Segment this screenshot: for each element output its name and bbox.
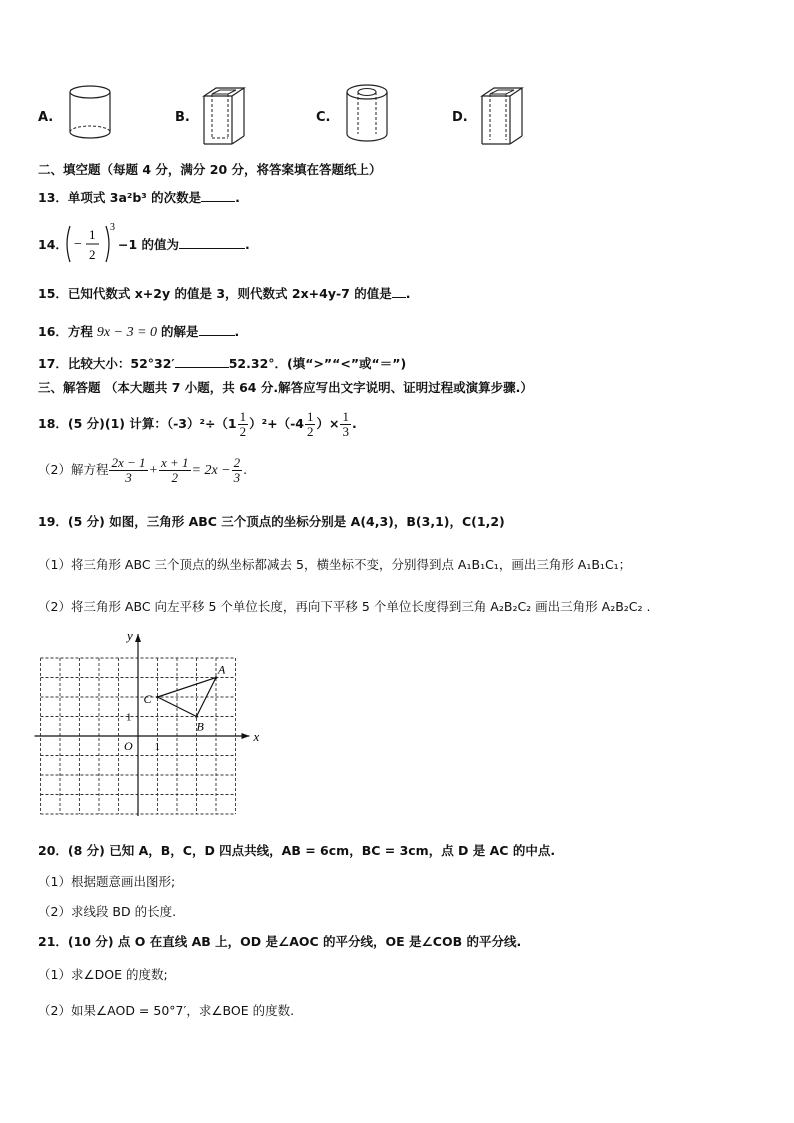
triangle-abc xyxy=(144,663,227,734)
option-a-label: A. xyxy=(38,110,54,125)
question-18-part1: 18．(5 分)(1) 计算：（-3）²÷（1 $\frac{1}{2}$ ）²+（-4 $\frac{1}{2}$ ）× $\frac{1}{3}$ . xyxy=(38,409,357,439)
q14-minus: − xyxy=(74,237,82,252)
q16-equation: 9x − 3 = 0 xyxy=(96,325,158,340)
q14-denom: 2 xyxy=(89,247,96,262)
question-20-intro: 20．(8 分) 已知 A，B，C，D 四点共线，AB = 6cm，BC = 3cm，点 D 是 AC 的中点. xyxy=(38,843,556,858)
hollow-square-prism-icon xyxy=(478,82,528,150)
vertex-label-a: A xyxy=(218,662,226,677)
y-tick-label: 1 xyxy=(126,711,132,724)
y-axis-arrow xyxy=(135,634,141,642)
q13-tail: . xyxy=(235,190,240,205)
hollow-cylinder-icon xyxy=(342,80,392,146)
hollow-square-prism-icon xyxy=(200,82,250,150)
coordinate-grid xyxy=(34,626,266,830)
question-20-part1: （1）根据题意画出图形; xyxy=(38,874,176,889)
vertex-label-b: B xyxy=(196,719,204,734)
question-17: 17．比较大小：52°32′ 52.32°．(填“>”“<”或“＝”) xyxy=(38,356,407,371)
option-d-label: D. xyxy=(452,110,468,125)
vertex-b xyxy=(195,715,198,718)
option-b-label: B. xyxy=(175,110,190,125)
q14-expression xyxy=(64,222,116,268)
x-axis-label: x xyxy=(253,729,260,744)
question-21-intro: 21．(10 分) 点 O 在直线 AB 上，OD 是∠AOC 的平分线，OE 是∠COB 的平分线. xyxy=(38,934,522,949)
question-21-part1: （1）求∠DOE 的度数; xyxy=(38,967,168,982)
vertex-label-c: C xyxy=(143,692,152,706)
q14-num: 14． xyxy=(38,237,68,252)
question-18-part2: （2）解方程 $\frac{2x - 1}{3}$ + $\frac{x + 1}{2}$ = 2x − $\frac{2}{3}$ . xyxy=(38,455,248,485)
cylinder-icon xyxy=(66,82,114,142)
question-20-part2: （2）求线段 BD 的长度. xyxy=(38,904,177,919)
q14-rest: −1 的值为 . xyxy=(118,237,250,252)
q13-text: 13．单项式 3a²b³ 的次数是 xyxy=(38,190,202,205)
answer-blank xyxy=(201,188,235,202)
q14-exp: 3 xyxy=(110,222,115,233)
vertex-c xyxy=(156,696,159,699)
question-13 xyxy=(38,188,240,206)
question-15: 15．已知代数式 x+2y 的值是 3，则代数式 2x+4y-7 的值是 . xyxy=(38,286,411,301)
axes xyxy=(35,628,260,816)
question-16: 16．方程 9x − 3 = 0 的解是 . xyxy=(38,324,240,340)
y-axis-label: y xyxy=(127,628,133,643)
origin-label: O xyxy=(124,739,133,753)
vertex-a xyxy=(215,676,218,679)
q14-numer: 1 xyxy=(89,227,96,242)
question-19-intro: 19．(5 分) 如图，三角形 ABC 三个顶点的坐标分别是 A(4,3)，B(3,1)，C(1,2) xyxy=(38,514,505,529)
option-c-label: C. xyxy=(316,110,331,125)
question-19-part2: （2）将三角形 ABC 向左平移 5 个单位长度，再向下平移 5 个单位长度得到三角 A₂B₂C₂ 画出三角形 A₂B₂C₂ . xyxy=(38,599,651,614)
x-axis-arrow xyxy=(242,733,250,739)
question-19-part1: （1）将三角形 ABC 三个顶点的纵坐标都减去 5，横坐标不变，分别得到点 A₁B₁C₁，画出三角形 A₁B₁C₁； xyxy=(38,557,632,572)
section-3-title: 三、解答题 （本大题共 7 小题，共 64 分.解答应写出文字说明、证明过程或演算步骤.） xyxy=(38,380,533,395)
question-21-part2: （2）如果∠AOD = 50°7′，求∠BOE 的度数. xyxy=(38,1003,295,1018)
section-2-title: 二、填空题（每题 4 分，满分 20 分，将答案填在答题纸上） xyxy=(38,162,382,177)
x-tick-label: 1 xyxy=(154,741,160,753)
